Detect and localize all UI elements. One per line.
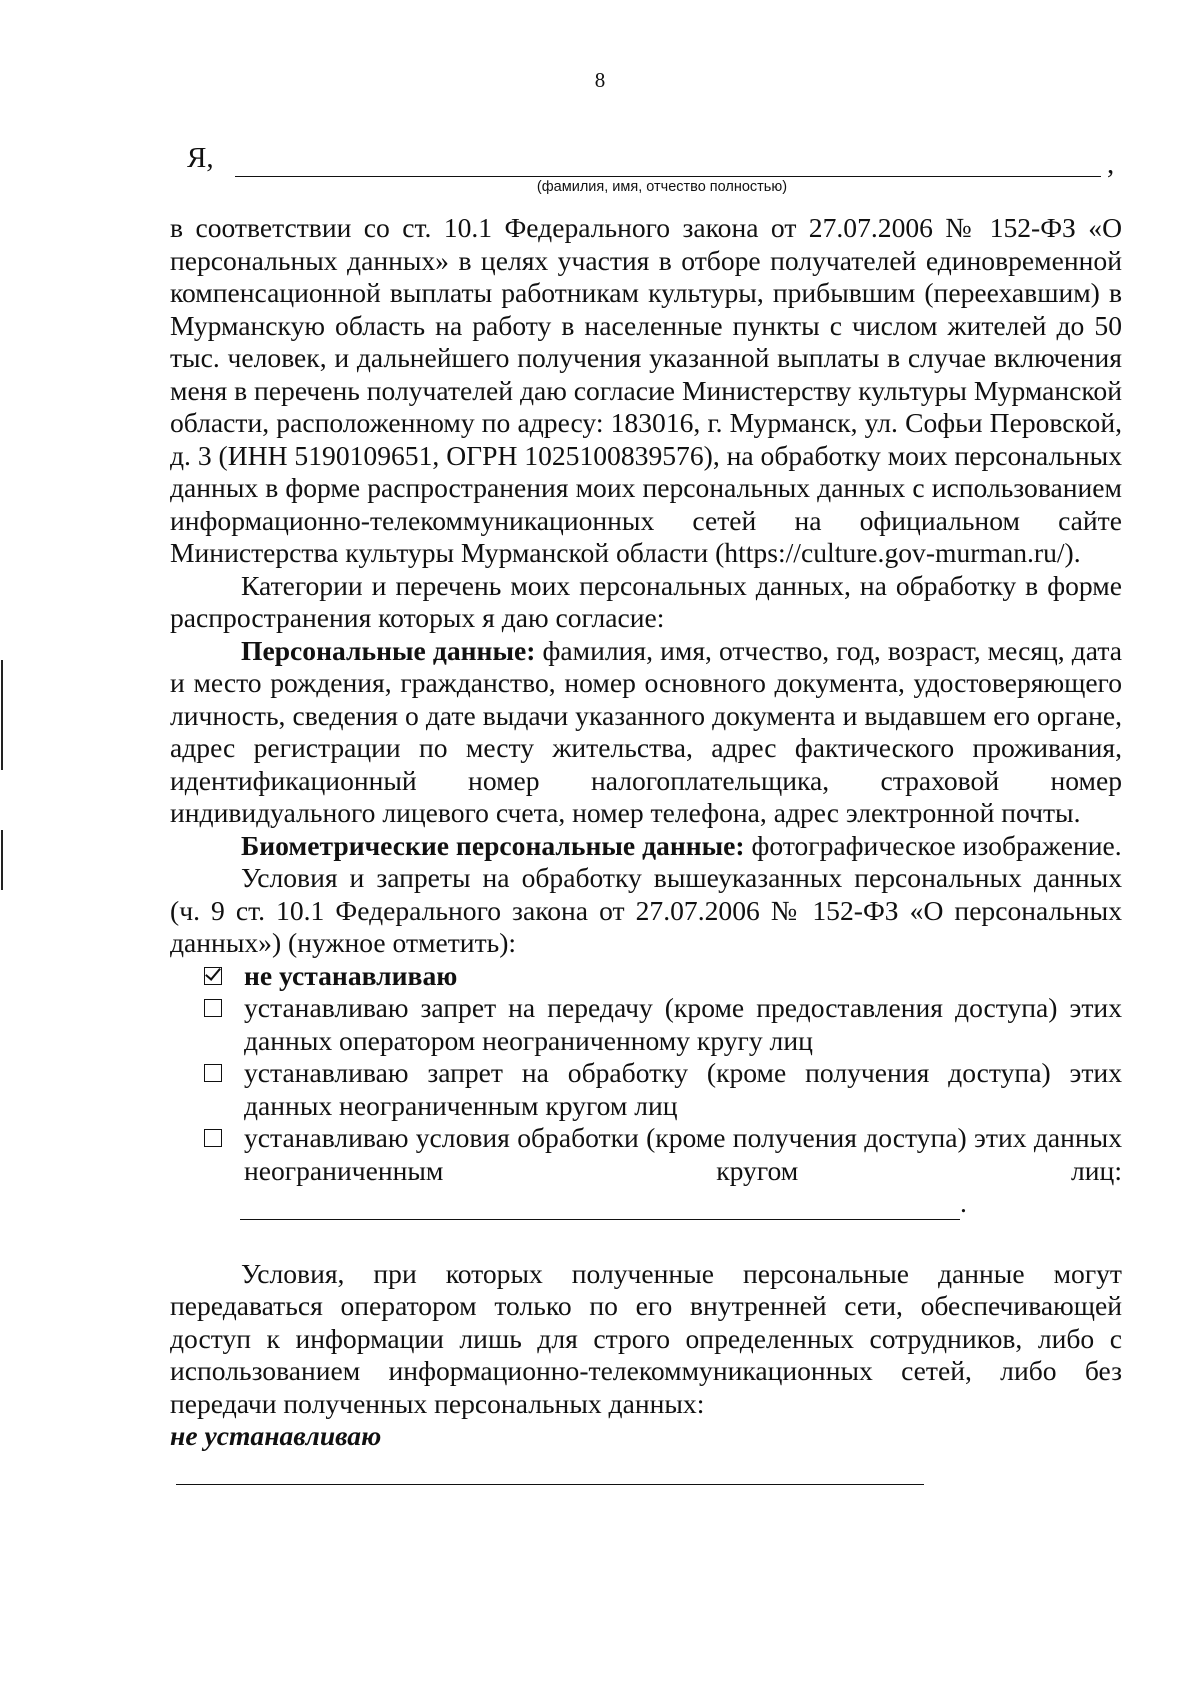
personal-data-text: фамилия, имя, отчество, год, возраст, месяц, дата и место рождения, гражданство, номер основного документа, удостоверяющего личность, сведения о дате выдачи указанного документа и выдавшем его органе, адрес регистрации по месту жительства, адрес фактического проживания, идентификационный номер налогоплательщика, страховой номер индивидуального лицевого счета, номер телефона, адрес электронной почты. xyxy=(170,634,1122,828)
option-set-conditions xyxy=(170,1122,1122,1187)
personal-data-label: Персональные данные: xyxy=(241,634,536,666)
option-label: не устанавливаю xyxy=(244,959,458,991)
final-answer: не устанавливаю xyxy=(170,1420,382,1451)
checkbox-checked-icon[interactable] xyxy=(204,967,222,985)
left-margin-mark xyxy=(1,660,3,770)
pronoun-prefix: Я, xyxy=(187,142,214,174)
option-ban-transfer xyxy=(170,992,1122,1057)
checkbox-icon[interactable] xyxy=(204,999,222,1017)
final-answer-line[interactable] xyxy=(176,1462,924,1485)
option-label: устанавливаю запрет на передачу (кроме предоставления доступа) этих данных оператором неограниченному кругу лиц xyxy=(244,992,1122,1056)
option-label: устанавливаю условия обработки (кроме получения доступа) этих данных неограниченным кругом лиц: xyxy=(244,1122,1122,1186)
intro-paragraph: в соответствии со ст. 10.1 Федерального закона от 27.07.2006 № 152-ФЗ «О персональных данных» в целях участия в отборе получателей единовременной компенсационной выплаты работникам культуры, прибывшим (переехавшим) в Мурманскую область на работу в населенные пункты с числом жителей до 50 тыс. человек, и дальнейшего получения указанной выплаты в случае включения меня в перечень получателей даю согласие Министерству культуры Мурманской области, расположенному по адресу: 183016, г. Мурманск, ул. Софьи Перовской, д. 3 (ИНН 5190109651, ОГРН 1025100839576), на обработку моих персональных данных в форме распространения моих персональных данных с использованием информационно-телекоммуникационных сетей на официальном сайте Министерства культуры Мурманской области (https://culture.gov-murman.ru/). xyxy=(170,212,1122,568)
conditions-intro: Условия и запреты на обработку вышеуказанных персональных данных (ч. 9 ст. 10.1 Федерального закона от 27.07.2006 № 152-ФЗ «О персональных данных») (нужное отметить): xyxy=(170,862,1122,958)
biometric-data-label: Биометрические персональные данные: xyxy=(241,829,745,861)
full-name-field xyxy=(187,142,1137,202)
final-answer-row xyxy=(170,1420,1122,1485)
categories-intro: Категории и перечень моих персональных данных, на обработку в форме распространения которых я даю согласие: xyxy=(170,569,1122,633)
full-name-input-line[interactable] xyxy=(235,176,1101,177)
page-number: 8 xyxy=(594,68,606,92)
checkbox-icon[interactable] xyxy=(204,1064,222,1082)
option-ban-processing xyxy=(170,1057,1122,1122)
conditions-input-line[interactable] xyxy=(240,1195,960,1220)
conditions-period: . xyxy=(960,1187,967,1218)
conditions-fill-line xyxy=(170,1187,1122,1220)
option-label: устанавливаю запрет на обработку (кроме получения доступа) этих данных неограниченным кругом лиц xyxy=(244,1057,1122,1121)
biometric-data-text: фотографическое изображение. xyxy=(744,829,1122,861)
spacer xyxy=(170,1220,1122,1258)
personal-data-paragraph xyxy=(170,635,1122,830)
checkbox-icon[interactable] xyxy=(204,1129,222,1147)
option-none xyxy=(170,960,1122,993)
full-name-caption: (фамилия, имя, отчество полностью) xyxy=(536,179,788,195)
transfer-paragraph: Условия, при которых полученные персональные данные могут передаваться оператором только по его внутренней сети, обеспечивающей доступ к информации лишь для строго определенных сотрудников, либо с использованием информационно-телекоммуникационных сетей, либо без передачи полученных персональных данных: xyxy=(170,1257,1122,1419)
biometric-data-paragraph xyxy=(170,830,1122,863)
left-margin-mark xyxy=(1,830,3,890)
full-name-comma: , xyxy=(1107,148,1115,180)
document-body xyxy=(170,212,1122,1485)
